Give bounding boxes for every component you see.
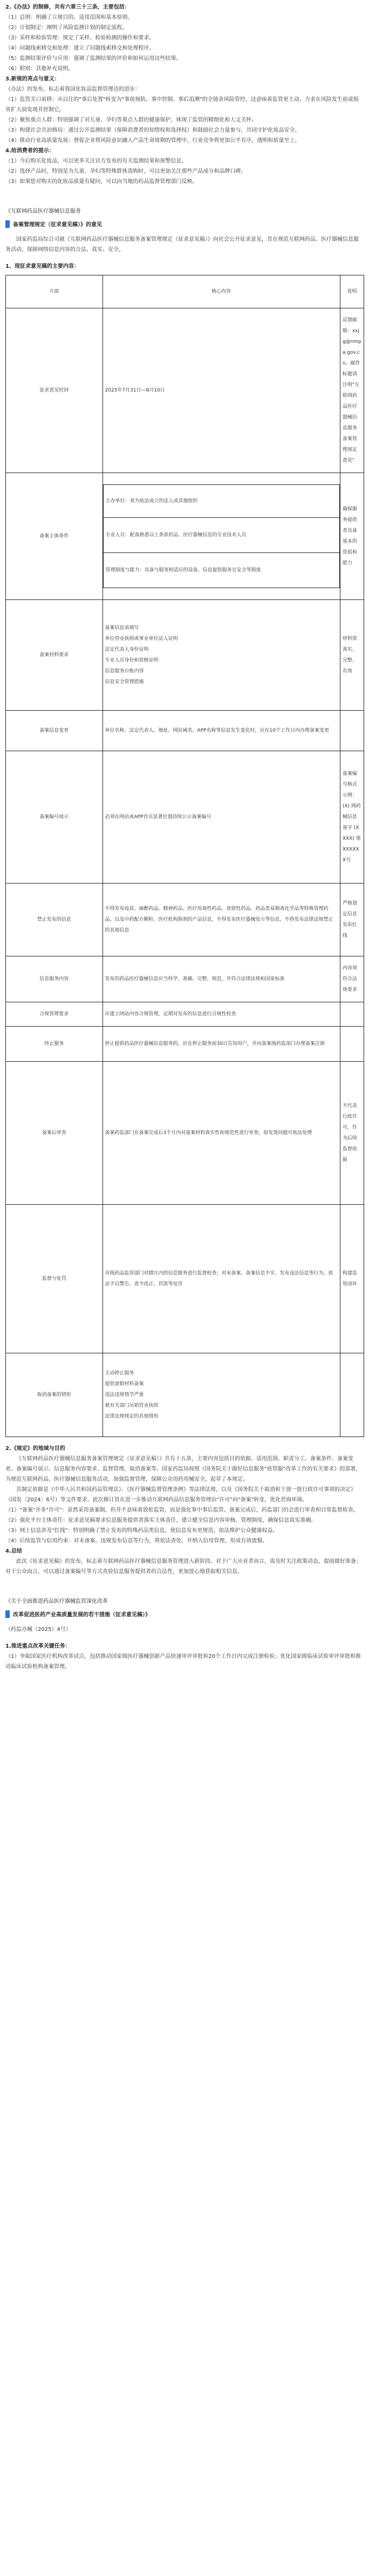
- table-row: [6, 1205, 364, 1353]
- row-content: [102, 473, 340, 600]
- article2-para: （1）争取国家医疗机构改革试点，包括推动国家级医疗器械创新产品快速审评审批和20个工作日内完成注册检验；优化国家级临床试验审评审批和推动临床试验机构备案管理。: [5, 1654, 361, 1670]
- row-aspect: 合规管理要求: [6, 1002, 103, 1027]
- highlight-item: （2）聚焦重点人群：特别强调了对儿童、孕妇等重点人群的健康保护，体现了监管的精细化和人文关怀。: [5, 117, 257, 123]
- row-note: 备案编号格式示例：(X) 网药械信息备字 (XXXX) 第XXXXXX号: [340, 751, 364, 884]
- row-note: 材料需真实、完整、有效: [340, 600, 364, 711]
- row-aspect: 备案后审查: [6, 1062, 103, 1205]
- article2-title: 《关于全面推进药品医疗器械监管深化改革: [5, 1599, 108, 1604]
- row-aspect: 备案主体条件: [6, 473, 103, 600]
- section-two-item: （2）强化平台主体责任：征求意见稿要求信息服务提供者落实主体责任，建立健全信息内容审核、管理制度，确保信息真实准确。: [5, 1518, 317, 1523]
- header-note: 说明: [340, 275, 364, 308]
- tip-item: （2）选择产品时，特别是为儿童、孕妇等特殊群体选购时，可以更加关注那些产品成分和品牌口碑。: [5, 168, 247, 174]
- article2-subtitle-row: [5, 1610, 364, 1618]
- row-content: 备案信息表填写 单位营业执照或事业单位法人证明 法定代表人身份证明 专业人员身份和资格证明 信息服务台账内容 信息安全管理措施: [102, 600, 340, 711]
- article2-ref: （药监办械（2025）4号）: [5, 1627, 71, 1633]
- row-content: 停止提供药品医疗器械信息服务的，应在停止服务前30日告知用户，并向备案地药监部门办理备案注销: [102, 1027, 340, 1062]
- row-content: 备案药监部门在备案完成后3个月内对备案材料真实性和规范性进行审查，如发现问题可依法处理: [102, 1062, 340, 1205]
- highlight-item: （1）监管关口前移：从以往的"事后处置"转变为"事前预防、事中控制、事后追溯"的全链条风险管控，这意味着监管更主动、力求在风险发生前或损害扩大前发现并控制它。: [5, 97, 359, 113]
- table-row: [6, 1002, 364, 1027]
- table-row: [6, 473, 364, 600]
- article-subtitle: 备案管理规定（征求意见稿）》的意见: [13, 222, 102, 228]
- table-row: [6, 308, 364, 473]
- row-aspect: 取消备案的情形: [6, 1353, 103, 1437]
- section-two-item: （1）"备案"并非"许可"：虽然采用备案制，但并不意味着放松监管，而是强化事中事后监管。备案完成后，药监部门仍会进行审查和日常监督检查。: [5, 1507, 359, 1513]
- row-content: 应建立网站内容合规管理，定期对发布的信息进行合规性检查: [102, 1002, 340, 1027]
- header-aspect: 方面: [6, 275, 103, 308]
- table-row: [6, 751, 364, 884]
- section-two: [5, 1444, 364, 1577]
- sub-cell: 管理制度与能力：具备与服务相适应的设备、信息提供服务且安全等制度: [103, 553, 339, 588]
- tips-heading: 4.给消费者的提示：: [5, 148, 54, 154]
- section-two-para: 《互联网药品医疗器械信息服务备案管理规定（征求意见稿）》共有十五条，主要内容包括目的依据、适用范围、职责分工、备案条件、备案变更、备案编号展示、信息服务内容要求、监督管理、取消备案等。国家药监局按照《国务院关于做好信息服务"放管服"改革工作的有关要求》的部署，为规范互联网药品、医疗器械信息服务活动，加强监督管理，保障公众用药用械安全，起草了本规定。: [5, 1456, 361, 1482]
- row-content: 2025年7月31日—8月10日: [102, 308, 340, 473]
- row-content: 必须在网站或APP首页显著位置持续公示备案编号: [102, 751, 340, 884]
- table-row: [6, 1353, 364, 1437]
- row-aspect: 信息服务内容: [6, 956, 103, 1002]
- summary-heading: 4.总结: [5, 1548, 22, 1554]
- row-content: 发布的药品医疗器械信息应当科学、准确、完整、规范，并符合法律法规和国家标准: [102, 956, 340, 1002]
- summary-para: 此次《征求意见稿》的发布，标志着互联网药品医疗器械信息服务管理进入新阶段。对于广大从业者而言，需及时关注政策动态，提前做好准备；对于公众而言，可以通过备案编号等方式查验信息服务提供者的合法性，更加放心地获取相关信息。: [5, 1559, 361, 1575]
- row-aspect: 征求意见时间: [6, 308, 103, 473]
- row-aspect: 备案信息变更: [6, 711, 103, 751]
- header-content: 核心内容: [102, 275, 340, 308]
- row-note: 反馈邮箱：xxjg@nmpa.gov.cn，邮件标题请注明"互联网药品医疗器械信息服务备案管理规定意见": [340, 308, 364, 473]
- intro-item: （3）采样和检验管理：规定了采样、检验检测的操作和要求。: [5, 35, 155, 41]
- tip-item: （1）今后购买化妆品，可以更多关注官方发布的有关监测结果和预警信息。: [5, 158, 187, 164]
- intro-item: （1）总则：明确了立规目的、适用范围和基本原则。: [5, 15, 133, 21]
- table-row: [6, 956, 364, 1002]
- tip-item: （3）如果您对购买的化妆品质量有疑问，可以向当地的药品监督管理部门反映。: [5, 179, 198, 185]
- article2-section-heading: 1.推进重点改革关键任务：: [5, 1643, 71, 1649]
- row-note: [340, 1027, 364, 1062]
- row-aspect: 监督与处罚: [6, 1205, 103, 1353]
- row-content: 单位名称、法定代表人、地址、网站域名、APP名称等信息发生变化时，应在10个工作日内办理备案变更: [102, 711, 340, 751]
- intro-item: （2）计划制定：阐明了风险监测计划的制定流程。: [5, 25, 128, 31]
- section-two-item: （3）网上信息涉及"红线"：特别明确了禁止发布的特殊药品类信息，使信息发布更规范，依法维护公众健康权益。: [5, 1528, 278, 1534]
- intro-section: [5, 2, 364, 187]
- highlight-item: （4）推动行业高质量发展：督促企业将风险意识融入产品生命周期的管理中，行业竞争将更加公平有序，透明和质量至上。: [5, 138, 300, 144]
- table-heading: 1、现征求意见稿的主要内容：: [5, 264, 79, 269]
- sub-cell: 专业人员：配备熟悉以上条款药品、医疗器械信息的专业技术人员: [103, 518, 339, 553]
- article-subtitle-row: [5, 220, 364, 228]
- row-aspect: 禁止发布的信息: [6, 884, 103, 956]
- row-aspect: 备案编号展示: [6, 751, 103, 884]
- content-table: [5, 275, 364, 1437]
- intro-item: （4）问题线索移交和处理：建立了问题线索移交和处理程序。: [5, 45, 155, 51]
- row-note: 确保服务提供者具备基本的资质和能力: [340, 473, 364, 600]
- table-row: [6, 600, 364, 711]
- table-row: [6, 884, 364, 956]
- highlights-lead: 《办法》的发布，标志着我国化妆品监督管理迈的进步：: [5, 86, 140, 92]
- section-marker-icon: [5, 220, 10, 228]
- section-two-heading: 2.《规定》的地域与目的: [5, 1446, 65, 1452]
- row-note: 不代表行政许可，作为后续监督依据: [340, 1062, 364, 1205]
- highlights-heading: 3.新规的亮点与意义：: [5, 76, 60, 82]
- article-title: 《互联网药品医疗器械信息服务: [5, 208, 81, 214]
- row-note: 构建监管闭环: [340, 1205, 364, 1353]
- highlight-item: （3）构建社会共治格局：通过公开监测结果（保障消费者的知情权和选择权）和鼓励社会力量参与，共同守护化妆品安全。: [5, 127, 300, 133]
- row-content: 市级药品监管部门对辖区内的信息服务进行监督检查；对未备案、备案信息不实、发布违法信息等行为，依法予以警告、责令改正、罚款等处罚: [102, 1205, 340, 1353]
- article2-subtitle: 改革促进医药产业高质量发展的若干措施（征求意见稿）》: [13, 1612, 151, 1618]
- table-row: [6, 1027, 364, 1062]
- row-note: 内容须符合法规要求: [340, 956, 364, 1002]
- row-content: 不得发布疫苗、麻醉药品、精神药品、医疗用毒性药品、放射性药品、药品类易制毒化学品等特殊管理药品，以及中药配方颗粒、医疗机构制剂的产品信息，不得发布医疗器械处方等信息，不得发布法律法规禁止的其他信息: [102, 884, 340, 956]
- article-body: 国家药监局综合司就《互联网药品医疗器械信息服务备案管理规定（征求意见稿）》向社会公开征求意见，旨在规范互联网药品、医疗器械信息服务活动，保障网络信息内容的合法、真实、安全。: [5, 237, 359, 253]
- intro-item: （5）监测结果评价与应用：强调了监测结果的评价和如何运用这些结果。: [5, 56, 182, 62]
- section-two-para: 其制定依据是《中华人民共和国药品管理法》、《医疗器械监督管理条例》等法律法规，以及《国务院关于取消和下放一批行政许可事项的决定》（国发〔2024〕6号）等文件要求。此次修订旨在进一步推动互联网药品信息服务管理由"许可"向"备案"转变，优化营商环境。: [5, 1487, 356, 1503]
- row-note: 严格划定信息发布红线: [340, 884, 364, 956]
- sub-cell: 主办单位：须为依法成立的法人或其他组织: [103, 485, 339, 518]
- row-content: 主动停止服务 提供虚假材料备案 违法违规情节严重 被有关部门吊销营业执照 法律法规规定的其他情形: [102, 1353, 340, 1437]
- intro-heading: 2.《办法》的制修，共有六章三十三条，主要包括：: [5, 4, 130, 10]
- row-note: [340, 1002, 364, 1027]
- section-marker-icon: [5, 1610, 10, 1618]
- table-header-row: [6, 275, 364, 308]
- article-header: [5, 206, 364, 228]
- intro-item: （6）附则：其他补充说明。: [5, 66, 74, 72]
- row-aspect: 终止服务: [6, 1027, 103, 1062]
- sub-table: [103, 484, 340, 588]
- table-row: [6, 711, 364, 751]
- section-two-item: （4）后续监管与信用约束：对未备案、违规发布信息等行为，将依法查处，并纳入信用管理，形成有效震慑。: [5, 1538, 268, 1544]
- row-note: [340, 1353, 364, 1437]
- table-row: [6, 1062, 364, 1205]
- article2-header: [5, 1596, 364, 1618]
- row-aspect: 备案材料要求: [6, 600, 103, 711]
- row-note: [340, 711, 364, 751]
